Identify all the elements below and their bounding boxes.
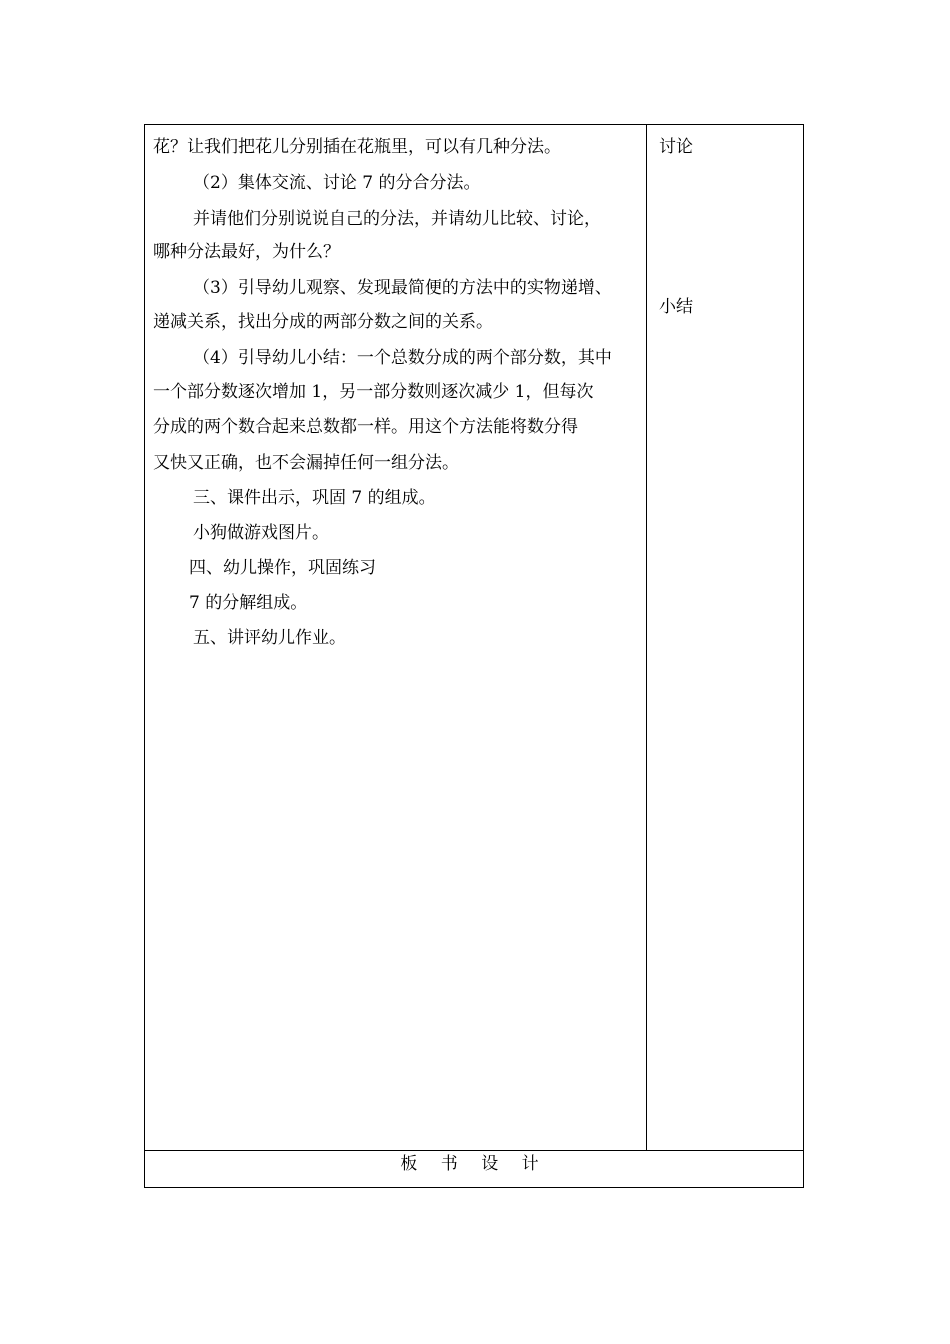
lesson-line-11: 三、课件出示，巩固 7 的组成。 (193, 488, 436, 508)
side-label-summary: 小结 (659, 297, 693, 317)
blackboard-design-row (145, 1150, 803, 1187)
lesson-line-3: 并请他们分别说说自己的分法，并请幼儿比较、讨论， (193, 209, 601, 229)
lesson-line-13: 四、幼儿操作，巩固练习 (189, 558, 376, 578)
lesson-line-15: 五、讲评幼儿作业。 (193, 628, 346, 648)
lesson-line-1: 花？让我们把花儿分别插在花瓶里，可以有几种分法。 (153, 137, 561, 157)
lesson-line-2: （2）集体交流、讨论 7 的分合分法。 (193, 173, 481, 193)
lesson-line-9: 分成的两个数合起来总数都一样。用这个方法能将数分得 (153, 417, 578, 437)
lesson-line-4: 哪种分法最好，为什么？ (153, 242, 340, 262)
lesson-line-8: 一个部分数逐次增加 1，另一部分数则逐次减少 1，但每次 (153, 382, 594, 402)
lesson-line-5: （3）引导幼儿观察、发现最简便的方法中的实物递增、 (193, 278, 612, 298)
lesson-line-6: 递减关系，找出分成的两部分数之间的关系。 (153, 312, 493, 332)
side-label-discussion: 讨论 (659, 137, 693, 157)
lesson-line-12: 小狗做游戏图片。 (193, 523, 329, 543)
notes-cell (647, 125, 803, 1150)
lesson-line-14: 7 的分解组成。 (189, 593, 308, 613)
lesson-line-10: 又快又正确，也不会漏掉任何一组分法。 (153, 453, 459, 473)
lesson-content-cell (145, 125, 647, 1150)
blackboard-design-title: 板 书 设 计 (400, 1154, 548, 1174)
lesson-line-7: （4）引导幼儿小结：一个总数分成的两个部分数，其中 (193, 348, 612, 368)
lesson-table (144, 124, 804, 1188)
